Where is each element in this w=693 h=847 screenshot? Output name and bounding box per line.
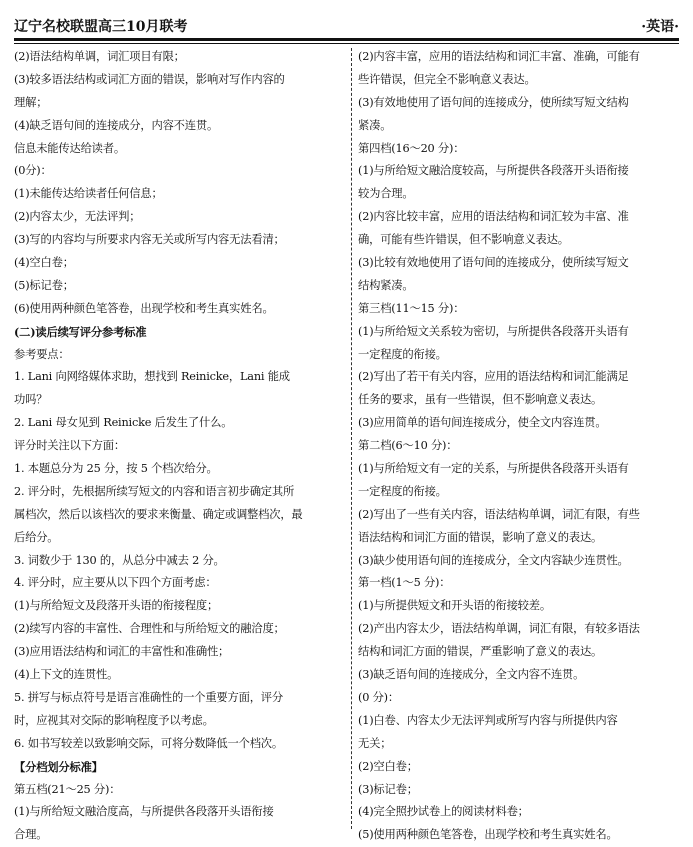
text-line: 2. Lani 母女见到 Reinicke 后发生了什么。 — [14, 416, 233, 430]
text-line: 属档次，然后以该档次的要求来衡量、确定或调整档次，最 — [14, 507, 303, 521]
text-line: 6. 如书写较差以致影响交际，可将分数降低一个档次。 — [14, 736, 283, 750]
page-header — [14, 4, 679, 39]
subject-label: ·英语· — [641, 19, 679, 35]
text-line: 4. 评分时，应主要从以下四个方面考虑： — [14, 576, 217, 590]
text-line: 评分时关注以下方面： — [14, 439, 125, 453]
text-line: 合理。 — [14, 828, 48, 842]
text-line: (4)缺乏语句间的连接成分，内容不连贯。 — [14, 118, 219, 132]
text-line: (3)应用简单的语句间连接成分，使全文内容连贯。 — [358, 416, 607, 430]
text-line: (1)与所提供短文和开头语的衔接较差。 — [358, 599, 551, 613]
text-line: 第三档(11～15 分)： — [358, 301, 465, 315]
text-line: 第四档(16～20 分)： — [358, 141, 465, 155]
text-line: 第二档(6～10 分)： — [358, 439, 458, 453]
text-line: (4)完全照抄试卷上的阅读材料卷； — [358, 805, 529, 819]
text-line: (5)使用两种颜色笔答卷，出现学校和考生真实姓名。 — [358, 828, 618, 842]
section-heading: (二)读后续写评分参考标准 — [14, 324, 147, 339]
text-line: (3)有效地使用了语句间的连接成分，使所续写短文结构 — [358, 95, 629, 109]
text-line: 时，应视其对交际的影响程度予以考虑。 — [14, 713, 214, 727]
text-line: 确，可能有些许错误，但不影响意义表达。 — [358, 233, 569, 247]
text-line: 2. 评分时，先根据所续写短文的内容和语言初步确定其所 — [14, 484, 295, 498]
text-line: (4)上下文的连贯性。 — [14, 668, 119, 682]
text-line: (2)空白卷； — [358, 759, 418, 773]
text-line: 一定程度的衔接。 — [358, 347, 447, 361]
text-line: (2)产出内容太少，语法结构单调，词汇有限，有较多语法 — [358, 622, 640, 636]
text-line: (1)与所给短文有一定的关系，与所提供各段落开头语有 — [358, 462, 629, 476]
text-line: (3)标记卷； — [358, 782, 418, 796]
column-divider — [351, 48, 352, 829]
text-line: (0 分)： — [358, 690, 399, 704]
text-line: (5)标记卷； — [14, 278, 74, 292]
text-line: 第五档(21～25 分)： — [14, 782, 121, 796]
text-line: 无关； — [358, 736, 392, 750]
text-line: (1)与所给短文关系较为密切，与所提供各段落开头语有 — [358, 324, 629, 338]
text-line: (1)未能传达给读者任何信息； — [14, 187, 163, 201]
text-line: (1)与所给短文及段落开头语的衔接程度； — [14, 599, 219, 613]
text-line: 参考要点： — [14, 347, 70, 361]
header-rule-thin — [14, 43, 679, 44]
text-line: (3)应用语法结构和词汇的丰富性和准确性； — [14, 645, 230, 659]
text-line: (2)续写内容的丰富性、合理性和与所给短文的融洽度； — [14, 622, 285, 636]
text-line: (3)缺乏语句间的连接成分，全文内容不连贯。 — [358, 668, 585, 682]
text-line: (3)比较有效地使用了语句间的连接成分，使所续写短文 — [358, 256, 629, 270]
text-line: (2)写出了若干有关内容，应用的语法结构和词汇能满足 — [358, 370, 629, 384]
text-line: (2)内容比较丰富，应用的语法结构和词汇较为丰富、准 — [358, 210, 629, 224]
text-line: 语法结构和词汇方面的错误，影响了意义的表达。 — [358, 530, 603, 544]
text-line: (6)使用两种颜色笔答卷，出现学校和考生真实姓名。 — [14, 301, 274, 315]
text-line: (2)写出了一些有关内容，语法结构单调，词汇有限，有些 — [358, 507, 640, 521]
text-line: 后给分。 — [14, 530, 59, 544]
text-line: (3)缺少使用语句间的连接成分，全文内容缺少连贯性。 — [358, 553, 629, 567]
text-line: (3)较多语法结构或词汇方面的错误，影响对写作内容的 — [14, 72, 285, 86]
text-line: (2)内容丰富，应用的语法结构和词汇丰富、准确，可能有 — [358, 50, 640, 63]
header-rule — [14, 38, 679, 41]
exam-title: 辽宁名校联盟高三10月联考 — [14, 19, 188, 35]
text-line: (0分)： — [14, 164, 52, 178]
text-line: 些许错误，但完全不影响意义表达。 — [358, 72, 536, 86]
text-line: 结构和词汇方面的错误，严重影响了意义的表达。 — [358, 645, 603, 659]
text-line: (1)与所给短文融洽度高，与所提供各段落开头语衔接 — [14, 805, 274, 819]
text-line: (2)语法结构单调，词汇项目有限； — [14, 50, 185, 63]
section-heading: 【分档划分标准】 — [14, 759, 103, 774]
text-line: 一定程度的衔接。 — [358, 484, 447, 498]
text-line: (4)空白卷； — [14, 256, 74, 270]
text-line: (3)写的内容均与所要求内容无关或所写内容无法看清； — [14, 233, 285, 247]
text-line: 信息未能传达给读者。 — [14, 141, 125, 155]
text-line: (2)内容太少，无法评判； — [14, 210, 141, 224]
text-line: 理解； — [14, 95, 48, 109]
text-line: 3. 词数少于 130 的，从总分中减去 2 分。 — [14, 553, 225, 567]
text-line: (1)白卷、内容太少无法评判或所写内容与所提供内容 — [358, 713, 618, 727]
text-line: 第一档(1～5 分)： — [358, 576, 451, 590]
text-line: 紧凑。 — [358, 118, 392, 132]
left-column — [14, 46, 347, 842]
right-column — [358, 46, 681, 842]
text-line: 功吗？ — [14, 393, 48, 407]
text-line: 较为合理。 — [358, 187, 414, 201]
text-line: 1. 本题总分为 25 分，按 5 个档次给分。 — [14, 462, 218, 476]
text-line: 5. 拼写与标点符号是语言准确性的一个重要方面，评分 — [14, 690, 283, 704]
text-line: (1)与所给短文融洽度较高，与所提供各段落开头语衔接 — [358, 164, 629, 178]
text-line: 1. Lani 向网络媒体求助，想找到 Reinicke，Lani 能成 — [14, 370, 290, 384]
text-line: 结构紧凑。 — [358, 278, 414, 292]
text-line: 任务的要求，虽有一些错误，但不影响意义表达。 — [358, 393, 603, 407]
